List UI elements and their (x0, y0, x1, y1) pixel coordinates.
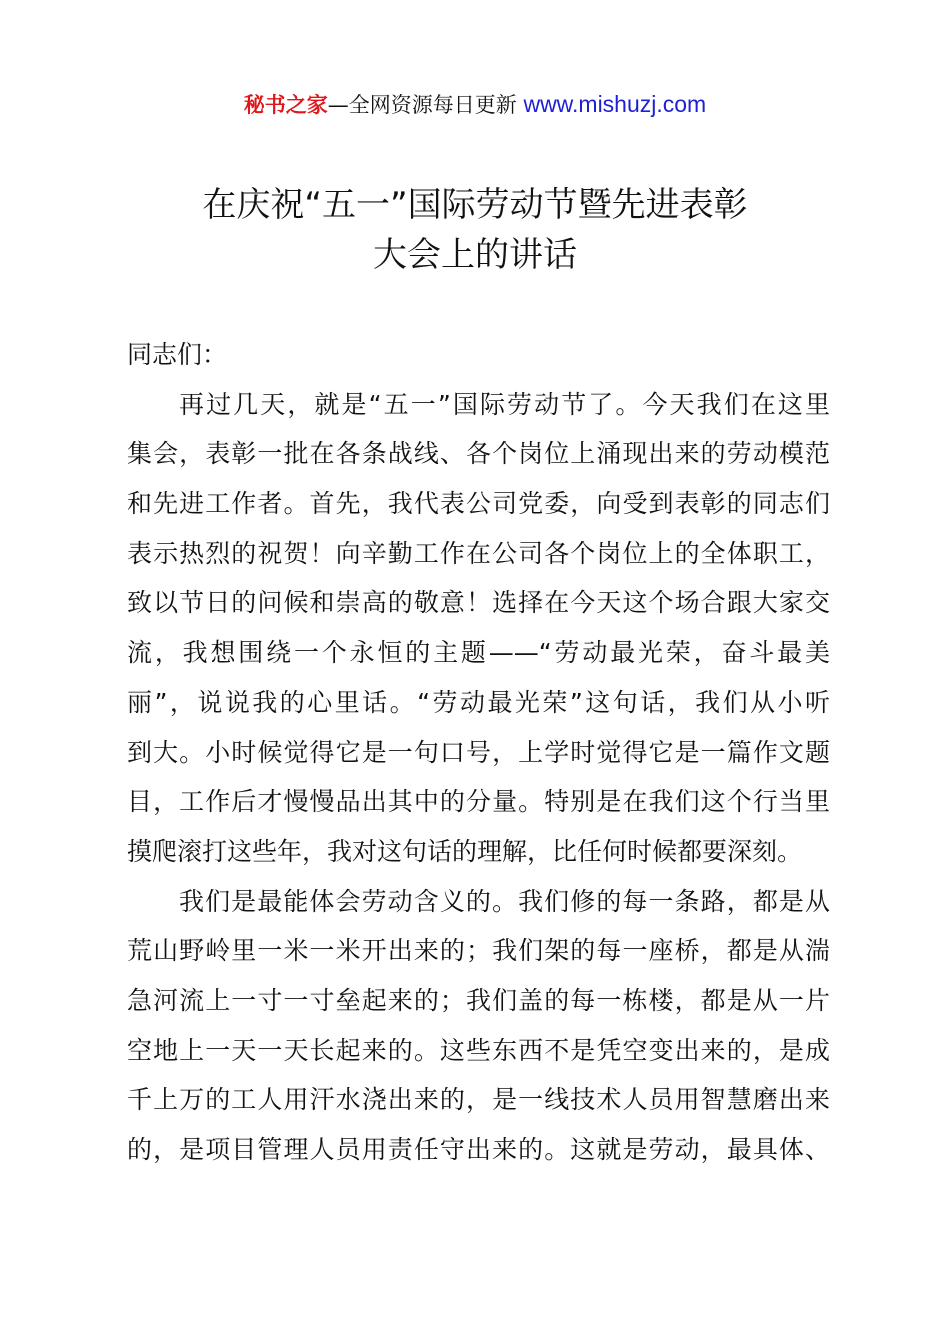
paragraph-line: 空地上一天一天长起来的。这些东西不是凭空变出来的，是成 (127, 1035, 830, 1065)
paragraph-line: 流，我想围绕一个永恒的主题——“劳动最光荣，奋斗最美 (127, 638, 830, 668)
paragraph-line: 荒山野岭里一米一米开出来的；我们架的每一座桥，都是从湍 (127, 936, 830, 966)
paragraph-line: 表示热烈的祝贺！向辛勤工作在公司各个岗位上的全体职工， (127, 538, 830, 568)
paragraph-line: 急河流上一寸一寸垒起来的；我们盖的每一栋楼，都是从一片 (127, 985, 830, 1015)
header-slogan: —全网资源每日更新 (327, 93, 524, 117)
site-url-link[interactable]: www.mishuzj.com (523, 91, 707, 117)
paragraph-line: 的，是项目管理人员用责任守出来的。这就是劳动，最具体、 (127, 1135, 830, 1164)
paragraph-line: 集会，表彰一批在各条战线、各个岗位上涌现出来的劳动模范 (127, 439, 830, 469)
site-header (0, 88, 950, 121)
paragraphs (127, 380, 830, 1175)
paragraph-line: 致以节日的问候和崇高的敬意！选择在今天这个场合跟大家交 (127, 588, 830, 618)
paragraph-line: 目，工作后才慢慢品出其中的分量。特别是在我们这个行当里 (127, 787, 830, 817)
document-title-line-2: 大会上的讲话 (373, 235, 577, 275)
paragraph-line: 摸爬滚打这些年，我对这句话的理解，比任何时候都要深刻。 (127, 836, 803, 866)
paragraph-line: 到大。小时候觉得它是一句口号，上学时觉得它是一篇作文题 (127, 737, 830, 767)
paragraph-line: 我们是最能体会劳动含义的。我们修的每一条路，都是从 (179, 886, 830, 916)
document-title-line-1: 在庆祝“五一”国际劳动节暨先进表彰 (202, 185, 748, 225)
paragraph-line: 再过几天，就是“五一”国际劳动节了。今天我们在这里 (179, 389, 830, 419)
paragraph-line: 丽”，说说我的心里话。“劳动最光荣”这句话，我们从小听 (127, 687, 830, 717)
paragraph-line: 千上万的工人用汗水浇出来的，是一线技术人员用智慧磨出来 (127, 1085, 830, 1115)
paragraph-line: 和先进工作者。首先，我代表公司党委，向受到表彰的同志们 (127, 489, 830, 519)
document-body (127, 330, 830, 1175)
brand-name: 秘书之家 (243, 93, 328, 117)
salutation: 同志们： (127, 340, 228, 369)
